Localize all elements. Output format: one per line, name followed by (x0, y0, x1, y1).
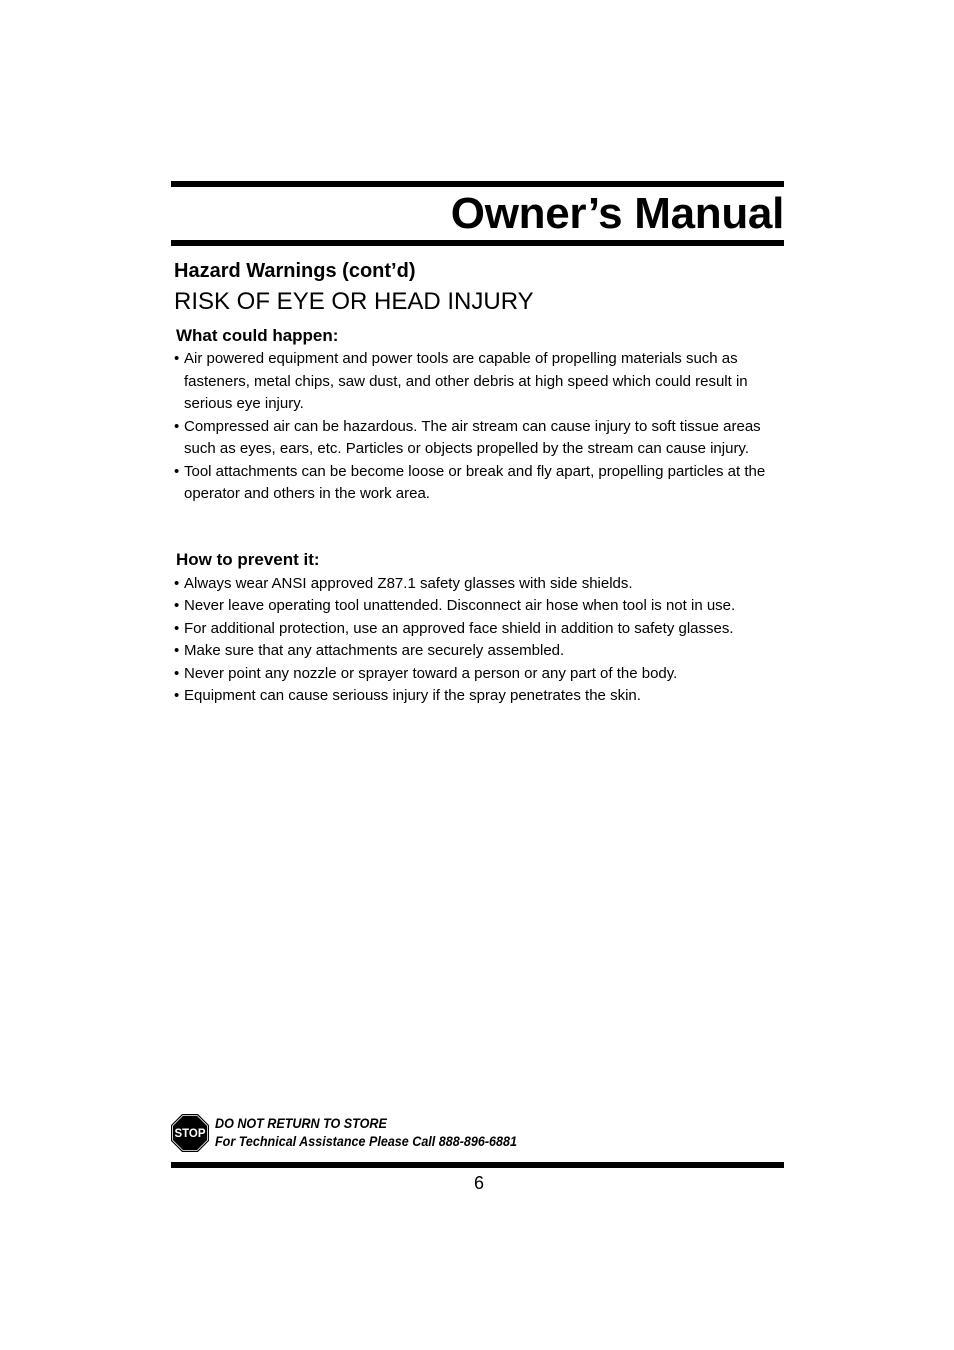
how-to-prevent-list (174, 573, 794, 708)
technical-assistance-notice: For Technical Assistance Please Call 888-896-6881 (215, 1134, 517, 1149)
list-item: • Always wear ANSI approved Z87.1 safety glasses with side shields. (174, 573, 794, 596)
header-bottom-rule (171, 240, 784, 246)
list-item: • Tool attachments can be become loose or break and fly apart, propelling particles at the operator and others in the work area. (174, 461, 794, 506)
list-item: • Compressed air can be hazardous. The air stream can cause injury to soft tissue areas such as eyes, ears, etc. Particles or objects propelled by the stream can cause injury. (174, 416, 794, 461)
list-item: • Never leave operating tool unattended. Disconnect air hose when tool is not in use. (174, 595, 794, 618)
list-item: • Never point any nozzle or sprayer toward a person or any part of the body. (174, 663, 794, 686)
list-item: • Make sure that any attachments are securely assembled. (174, 640, 794, 663)
section-heading: Hazard Warnings (cont’d) (174, 260, 416, 282)
footer-rule (171, 1162, 784, 1168)
footer-notice (215, 1115, 540, 1151)
list-item: • Equipment can cause seriouss injury if the spray penetrates the skin. (174, 685, 794, 708)
section-subheading: RISK OF EYE OR HEAD INJURY (174, 288, 534, 315)
stop-sign-label: STOP (174, 1128, 206, 1141)
document-title: Owner’s Manual (450, 189, 784, 238)
how-to-prevent-title: How to prevent it: (176, 550, 320, 569)
list-item: • Air powered equipment and power tools are capable of propelling materials such as fasteners, metal chips, saw dust, and other debris at high speed which could result in serious eye injury. (174, 348, 794, 416)
stop-sign-icon (171, 1114, 209, 1152)
what-could-happen-list (174, 348, 794, 506)
list-item: • For additional protection, use an approved face shield in addition to safety glasses. (174, 618, 794, 641)
page-number: 6 (473, 1173, 484, 1193)
what-could-happen-title: What could happen: (176, 326, 339, 345)
do-not-return-notice: DO NOT RETURN TO STORE (215, 1116, 387, 1131)
